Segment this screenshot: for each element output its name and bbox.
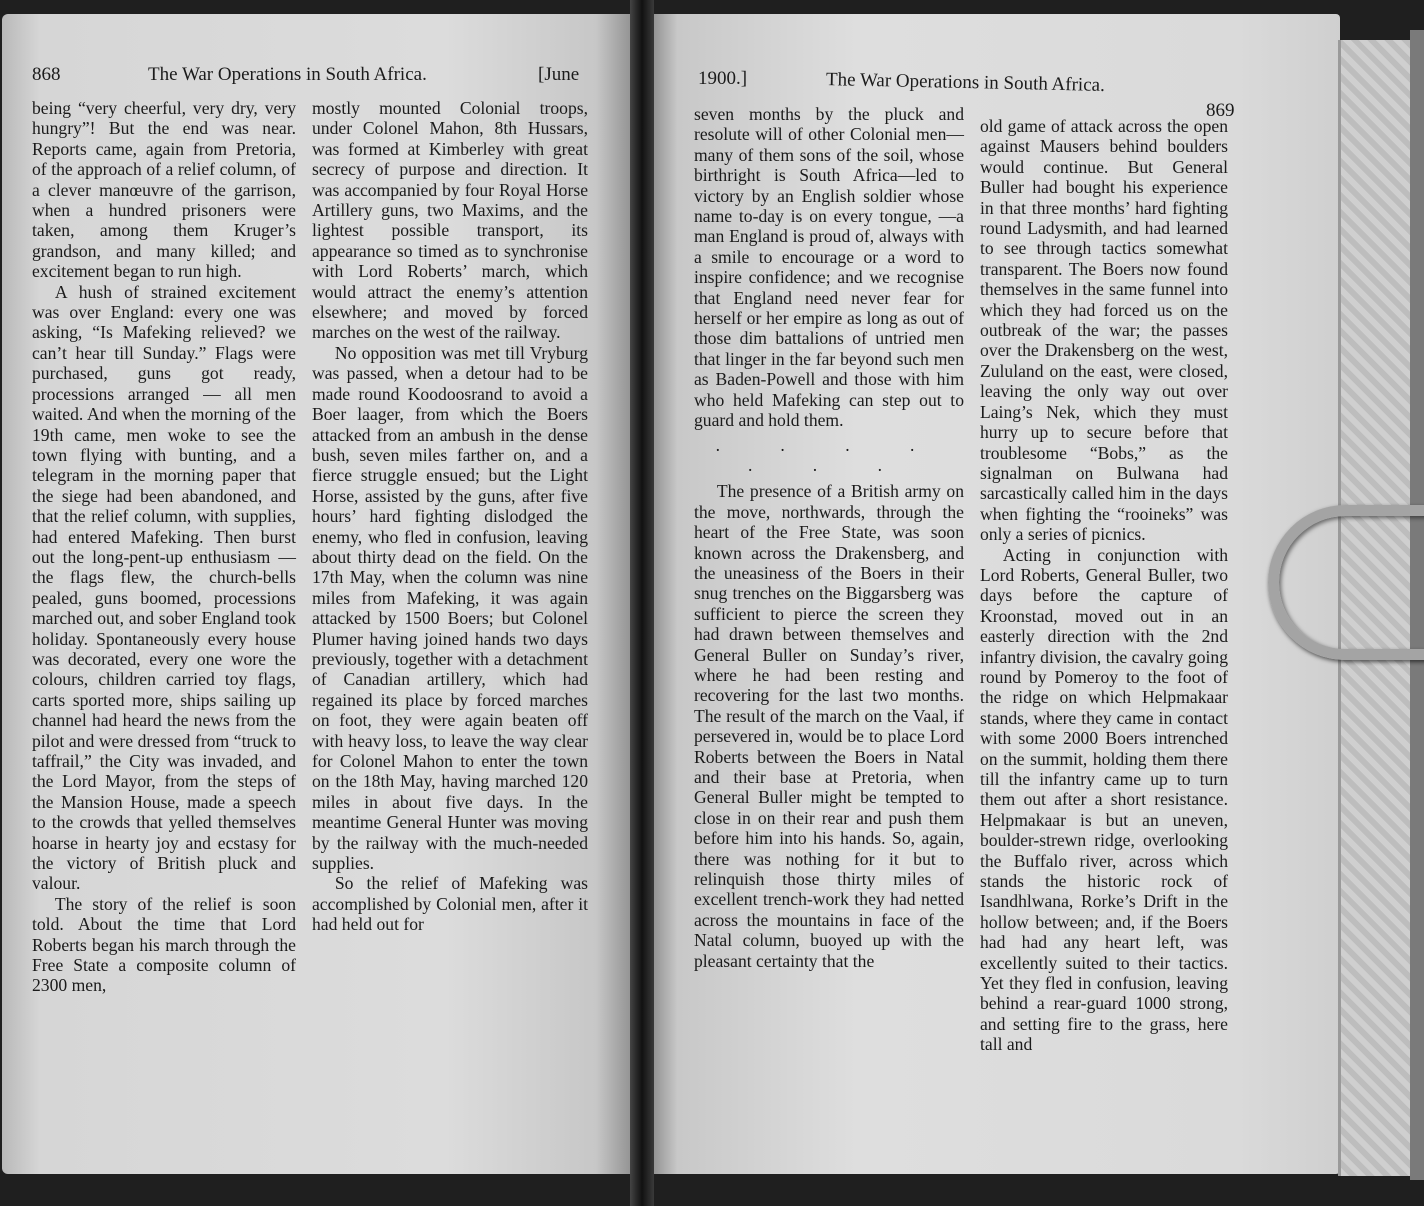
paragraph: The presence of a British army on the move, northwards, through the heart of the Free State, was soon known across the Drakensberg, and the uneasiness of the Boers in their snug trenches on the Biggarsberg was sufficient to pierce the screen they had drawn between themselves and General Buller on Sunday’s river, where he had been resting and recovering for the last two months. The result of the march on the Vaal, if persevered in, would be to place Lord Roberts between the Boers in Natal and their base at Pretoria, when General Buller might be tempted to close in on their rear and push them before him into his hands. So, again, there was nothing for it but to relinquish those thirty miles of excellent trench-work they had netted across the mountains in face of the Natal column, buoyed up with the pleasant certainty that the [694, 481, 964, 971]
paragraph: No opposition was met till Vryburg was passed, when a detour had to be made round Koodoosrand to avoid a Boer laager, from which the Boers attacked from an ambush in the dense bush, seven miles farther on, and a fierce struggle ensued; but the Light Horse, assisted by the guns, after five hours’ hard fighting dislodged the enemy, who fled in confusion, leaving about thirty dead on the field. On the 17th May, when the column was nine miles from Mafeking, it was again attacked by 1500 Boers; but Colonel Plumer having joined hands two days previously, together with a detachment of Canadian artillery, which had regained its place by forced marches on foot, they were again beaten off with heavy loss, to leave the way clear for Colonel Mahon to enter the town on the 18th May, having marched 120 miles in about five days. In the meantime General Hunter was moving by the railway with the much-needed supplies. [312, 342, 588, 874]
left-page-number: 868 [32, 64, 61, 85]
section-break-dots: . . . . . . . [715, 434, 943, 475]
left-date-tag: [June [538, 64, 580, 85]
left-running-title: The War Operations in South Africa. [148, 64, 427, 85]
right-date-tag: 1900.] [698, 68, 748, 89]
left-column-2 [312, 98, 588, 935]
paragraph: mostly mounted Colonial troops, under Colonel Mahon, 8th Hussars, was formed at Kimberley with great secrecy of purpose and direction. It was accompanied by four Royal Horse Artillery guns, two Maxims, and the lightest possible transport, its appearance so timed as to synchronise with Lord Roberts’ march, which would attract the enemy’s attention elsewhere; and moved by forced marches on the west of the railway. [312, 98, 588, 343]
paragraph: A hush of strained excitement was over England: every one was asking, “Is Mafeking relieved? we can’t hear till Sunday.” Flags were purchased, guns got ready, processions arranged — all men waited. And when the morning of the 19th came, men woke to see the town flying with bunting, and a telegram in the morning paper that the siege had been abandoned, and that the relief column, with supplies, had entered Mafeking. Then burst out the long-pent-up enthusiasm — the flags flew, the church-bells pealed, guns boomed, processions marched out, and sober England took holiday. Spontaneously every house was decorated, every one wore the colours, children carried toy flags, carts sported more, ships sailing up channel had heard the news from the pilot and were dressed from “truck to taffrail,” the City was invaded, and the Lord Mayor, from the steps of the Mansion House, made a speech to the crowds that yelled themselves hoarse in hearty joy and ecstasy for the victory of British pluck and valour. [32, 281, 296, 894]
paragraph: Acting in conjunction with Lord Roberts, General Buller, two days before the capture of Kroonstad, moved out in an easterly direction with the 2nd infantry division, the cavalry going round by Pomeroy to the foot of the ridge on which Helpmakaar stands, where they came in contact with some 2000 Boers intrenched on the summit, holding them there till the infantry came up to turn them out after a short resistance. Helpmakaar is but an uneven, boulder-strewn ridge, overlooking the Buffalo river, across which stands the historic rock of Isandhlwana, Rorke’s Drift in the hollow between; and, if the Boers had had any heart left, was excellently suited to their tactics. Yet they fled in confusion, leaving behind a rear-guard 1000 strong, and setting fire to the grass, here tall and [980, 544, 1228, 1055]
paragraph: being “very cheerful, very dry, very hungry”! But the end was near. Reports came, again from Pretoria, of the approach of a relief column, of a clever manœuvre of the garrison, when a hundred prisoners were taken, among them Kruger’s grandson, and many killed; and excitement began to run high. [32, 98, 296, 282]
right-column-1 [694, 104, 964, 971]
left-column-1 [32, 98, 296, 996]
right-page-number: 869 [1206, 100, 1235, 121]
paragraph: seven months by the pluck and resolute will of other Colonial men—many of them sons of the soil, whose birthright is South Africa—led to victory by an English soldier whose name to-day is on every tongue, —a man England is proud of, always with a smile to encourage or a word to inspire confidence; and we recognise that England need never fear for herself or her empire as long as out of those dim battalions of untried men that linger in the far beyond such men as Baden-Powell and those with him who held Mafeking can step out to guard and hold them. [694, 104, 964, 431]
paragraph: old game of attack across the open against Mausers behind boulders would continue. But General Buller had bought his experience in that three months’ hard fighting round Ladysmith, and had learned to see through tactics somewhat transparent. The Boers now found themselves in the same funnel into which they had forced us on the outbreak of the war; the passes over the Drakensberg on the west, Zululand on the east, were closed, leaving the only way out over Laing’s Nek, which they must hurry up to secure before that troublesome “Bobs,” as the signalman on Bulwana had sarcastically called him in the days when fighting the “rooineks” was only a series of picnics. [980, 116, 1228, 545]
paragraph: The story of the relief is soon told. About the time that Lord Roberts began his march through the Free State a composite column of 2300 men, [32, 893, 296, 996]
paragraph: So the relief of Mafeking was accomplished by Colonial men, after it had held out for [312, 873, 588, 935]
right-column-2 [980, 116, 1228, 1055]
right-running-title: The War Operations in South Africa. [825, 69, 1106, 96]
paper-clip [1268, 505, 1424, 660]
book-gutter [630, 0, 654, 1206]
